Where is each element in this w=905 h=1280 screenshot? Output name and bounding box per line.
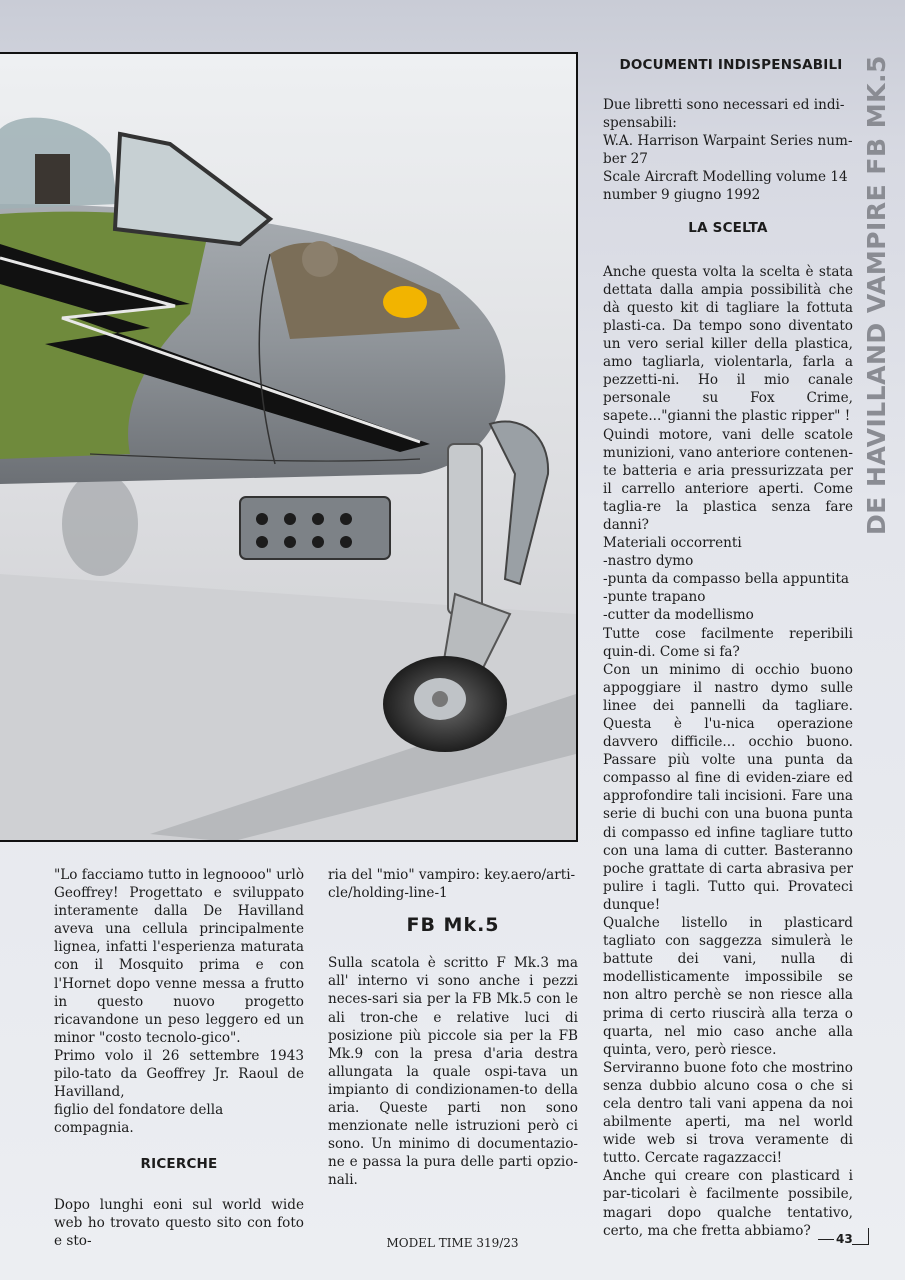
- side-title: DE HAVILLAND VAMPIRE FB MK.5: [862, 55, 891, 535]
- intro-paragraph: "Lo facciamo tutto in legnoooo" urlò Geoffrey! Progettato e sviluppato interamente dalla De Havilland aveva una cellula principalmente lignea, infatti l'esperienza maturata con il Mosquito prima e con l'Hornet dopo venne messa a frutto in questo nuovo progetto ricavandone un peso leggero ed un minor "costo tecnolo-gico".: [54, 867, 305, 1046]
- scelta-paragraph-3: Tutte cose facilmente reperibili quin-di. Come si fa?: [603, 625, 853, 660]
- material-item: -punte trapano: [603, 589, 706, 606]
- scelta-paragraph-7: Anche qui creare con plasticard i par-ticolari è facilmente possibile, magari dopo qualche tentativo, certo, ma che fretta abbiamo?: [603, 1168, 853, 1239]
- page-number: [818, 1228, 853, 1250]
- fb-mk5-paragraph: Sulla scatola è scritto F Mk.3 ma all' interno vi sono anche i pezzi neces-sari sia per la FB Mk.5 con le ali tron-che e relative luci di posizione più piccole sia per la FB Mk.9 con la presa d'aria destra allungata la quale ospi-tava un impianto di condizionamen-to della aria. Queste parti non sono menzionate nelle istruzioni però ci sono. Un minimo di documentazio-ne e passa la pura delle parti opzio-nali.: [328, 955, 578, 1189]
- heading-documenti: DOCUMENTI INDISPENSABILI: [619, 57, 843, 73]
- scelta-paragraph-1: Anche questa volta la scelta è stata dettata dalla ampia possibilità che dà questo kit di tagliare la fottuta plasti-ca. Da tempo sono diventato un vero serial killer della plastica, amo tagliarla, violentarla, farla a pezzetti-ni. Ho il mio canale personale su Fox Crime, sapete..."gianni the plastic ripper" !: [603, 263, 853, 425]
- model-photo: [0, 52, 578, 842]
- ricerche-continued: ria del "mio" vampiro: key.aero/arti-cle/holding-line-1: [328, 867, 576, 902]
- first-flight-paragraph: Primo volo il 26 settembre 1943 pilo-tato da Geoffrey Jr. Raoul de Havilland,: [54, 1047, 304, 1101]
- heading-ricerche: RICERCHE: [140, 1156, 218, 1173]
- docs-item-2: Scale Aircraft Modelling volume 14 number 9 giugno 1992: [603, 169, 848, 204]
- docs-item-1: W.A. Harrison Warpaint Series num-ber 27: [603, 133, 853, 168]
- left-column: [54, 866, 304, 1250]
- material-item: -cutter da modellismo: [603, 607, 754, 624]
- heading-la-scelta: LA SCELTA: [688, 219, 768, 236]
- right-column: [603, 57, 853, 1240]
- page-number-rule: [818, 1239, 834, 1240]
- magazine-footer: MODEL TIME 319/23: [386, 1236, 519, 1250]
- middle-column: [328, 866, 578, 1190]
- ricerche-paragraph: Dopo lunghi eoni sul world wide web ho trovato questo sito con foto e sto-: [54, 1196, 304, 1249]
- material-item: -punta da compasso bella appuntita: [603, 571, 850, 588]
- scelta-paragraph-5: Qualche listello in plasticard tagliato con saggezza simulerà le battute dei vani, nulla di modellisticamente impossibile se non altro perchè se non riesce alla prima di certo riuscirà alla terza o quarta, nel mio caso anche alla quinta, vero, però riesce.: [603, 915, 853, 1058]
- scelta-paragraph-4: Con un minimo di occhio buono appoggiare il nastro dymo sulle linee dei pannelli da tagliare. Questa è l'u-nica operazione davvero difficile... occhio buono. Passare più volte una punta da compasso al fine di eviden-ziare ed approfondire tali incisioni. Fare una serie di buchi con una buona punta di compasso ed infine tagliare tutto con una lama di cutter. Basteranno poche grattate di carta abrasiva per pulire i tagli. Tutto qui. Provateci dunque!: [603, 661, 853, 913]
- founder-line: figlio del fondatore della compagnia.: [54, 1102, 224, 1137]
- materials-label: Materiali occorrenti: [603, 535, 742, 552]
- page-corner-mark: [852, 1228, 869, 1245]
- scelta-paragraph-2: Quindi motore, vani delle scatole munizioni, vano anteriore contenen-te batteria e aria pressurizzata per il carrello anteriore aperti. Come taglia-re la plastica senza fare danni?: [603, 426, 853, 533]
- docs-intro: Due libretti sono necessari ed indi-spensabili:: [603, 97, 845, 132]
- heading-fb-mk5: FB Mk.5: [406, 914, 500, 937]
- scelta-paragraph-6: Serviranno buone foto che mostrino senza dubbio alcuno cosa o che si cela dentro tali vani appena da noi abilmente aperti, ma nel world wide web si trova veramente di tutto. Cercate ragazzacci!: [603, 1059, 853, 1167]
- material-item: -nastro dymo: [603, 553, 694, 570]
- aircraft-illustration: [0, 54, 576, 842]
- page-number-text: 43: [836, 1232, 853, 1246]
